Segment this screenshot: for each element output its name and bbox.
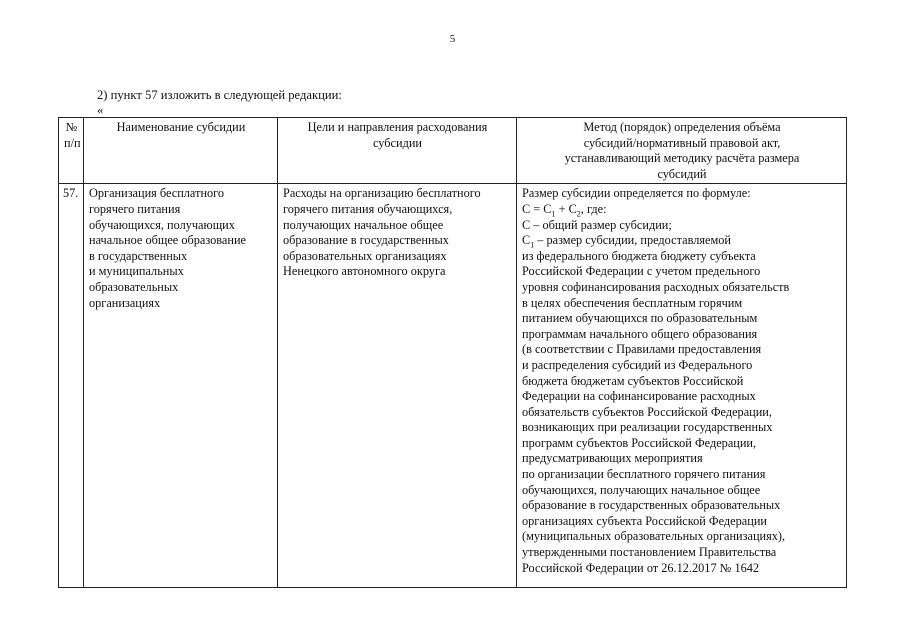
method-line: Федерации на софинансирование расходных bbox=[522, 389, 756, 404]
header-number bbox=[59, 118, 84, 184]
formula-part: С bbox=[522, 233, 531, 248]
cell-line: Организация бесплатного bbox=[89, 186, 225, 201]
row-number: 57. bbox=[59, 184, 84, 588]
header-method bbox=[517, 118, 847, 184]
cell-subsidy-name bbox=[84, 184, 278, 588]
formula-part: , где: bbox=[580, 201, 607, 216]
formula-line bbox=[522, 202, 842, 218]
page-number: 5 bbox=[449, 33, 456, 45]
header-line: субсидий bbox=[657, 166, 707, 181]
formula-part: + С bbox=[555, 201, 577, 216]
cell-line: образовательных организациях bbox=[283, 248, 447, 263]
cell-line: обучающихся, получающих bbox=[89, 217, 235, 232]
method-line: из федерального бюджета бюджету субъекта bbox=[522, 248, 756, 263]
formula-part: – размер субсидии, предоставляемой bbox=[534, 233, 731, 248]
header-line: № bbox=[65, 120, 78, 134]
method-line: образование в государственных образовательных bbox=[522, 498, 781, 513]
opening-quote: « bbox=[97, 103, 104, 117]
method-line: в целях обеспечения бесплатным горячим bbox=[522, 295, 743, 310]
subsidy-table bbox=[58, 117, 847, 588]
header-line: п/п bbox=[64, 135, 81, 150]
method-line: утвержденными постановлением Правительства bbox=[522, 545, 777, 560]
formula-subscript: 1 bbox=[530, 240, 535, 250]
method-line: по организации бесплатного горячего питания bbox=[522, 467, 766, 482]
cell-line: начальное общее образование bbox=[89, 233, 246, 248]
cell-line: образовательных bbox=[89, 279, 179, 294]
method-line: программам начального общего образования bbox=[522, 326, 758, 341]
cell-line: в государственных bbox=[89, 248, 188, 263]
method-line: и распределения субсидий из Федерального bbox=[522, 357, 753, 372]
method-line: обучающихся, получающих начальное общее bbox=[522, 482, 761, 497]
cell-line: и муниципальных bbox=[89, 264, 184, 279]
header-goals bbox=[278, 118, 517, 184]
table-header-row bbox=[59, 118, 847, 184]
formula-subscript: 2 bbox=[576, 209, 581, 219]
header-subsidy-name bbox=[84, 118, 278, 184]
cell-method bbox=[517, 184, 847, 588]
cell-line: Расходы на организацию бесплатного bbox=[283, 186, 481, 201]
method-line: программ субъектов Российской Федерации, bbox=[522, 435, 757, 450]
cell-line: Ненецкого автономного округа bbox=[283, 264, 446, 279]
header-line: Цели и направления расходования bbox=[307, 120, 488, 134]
cell-line: получающих начальное общее bbox=[283, 217, 444, 232]
cell-line: организациях bbox=[89, 295, 161, 310]
header-line: Наименование субсидии bbox=[116, 120, 246, 134]
cell-goals bbox=[278, 184, 517, 588]
method-line: питанием обучающихся по образовательным bbox=[522, 311, 758, 326]
cell-line: горячего питания bbox=[89, 201, 181, 216]
method-line: Российской Федерации от 26.12.2017 № 1642 bbox=[522, 560, 760, 575]
intro-text: 2) пункт 57 изложить в следующей редакции: bbox=[97, 88, 342, 102]
header-line: субсидий/нормативный правовой акт, bbox=[583, 135, 781, 150]
formula-subscript: 1 bbox=[551, 209, 556, 219]
method-line: предусматривающих мероприятия bbox=[522, 451, 703, 466]
cell-line: образование в государственных bbox=[283, 233, 449, 248]
method-line: бюджета бюджетам субъектов Российской bbox=[522, 373, 744, 388]
method-line: (в соответствии с Правилами предоставления bbox=[522, 342, 762, 357]
formula-part: С = С bbox=[522, 201, 552, 216]
method-line: обязательств субъектов Российской Федерации, bbox=[522, 404, 772, 419]
method-line: организациях субъекта Российской Федерации bbox=[522, 513, 767, 528]
table-row bbox=[59, 184, 847, 588]
method-line: возникающих при реализации государственных bbox=[522, 420, 773, 435]
method-line: Размер субсидии определяется по формуле: bbox=[522, 186, 751, 201]
c1-definition-line bbox=[522, 233, 842, 249]
method-line: (муниципальных образовательных организациях), bbox=[522, 529, 786, 544]
cell-line: горячего питания обучающихся, bbox=[283, 201, 453, 216]
method-line: С – общий размер субсидии; bbox=[522, 217, 672, 232]
method-line: Российской Федерации с учетом предельного bbox=[522, 264, 761, 279]
header-line: устанавливающий методику расчёта размера bbox=[564, 151, 800, 166]
header-line: субсидии bbox=[373, 135, 422, 150]
header-line: Метод (порядок) определения объёма bbox=[583, 120, 781, 134]
method-line: уровня софинансирования расходных обязательств bbox=[522, 279, 790, 294]
